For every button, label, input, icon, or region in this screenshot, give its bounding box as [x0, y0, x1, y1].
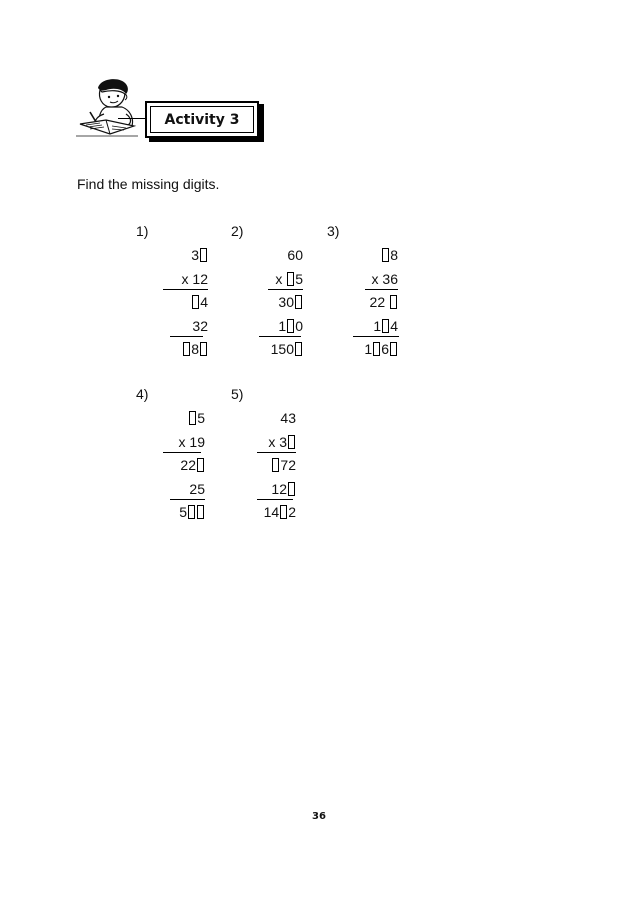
problem-line: x 5	[275, 270, 303, 287]
problem-line: 22	[318, 293, 398, 311]
activity-title: Activity 3	[164, 111, 240, 128]
missing-digit-box[interactable]	[295, 342, 302, 356]
problem-label: 1)	[136, 223, 149, 239]
missing-digit-box[interactable]	[197, 458, 204, 472]
missing-digit-box[interactable]	[390, 342, 397, 356]
missing-digit-box[interactable]	[183, 342, 190, 356]
missing-digit-box[interactable]	[373, 342, 380, 356]
calc-underline	[259, 336, 301, 337]
problem-line: x 3	[216, 433, 296, 451]
problem-line: 43	[280, 410, 296, 426]
calc-underline	[353, 336, 399, 337]
calc-underline	[268, 289, 303, 290]
missing-digit-box[interactable]	[189, 411, 196, 425]
problem-line: 150	[223, 340, 303, 358]
problem-line: 14 2	[263, 504, 296, 520]
problem-line: 8	[318, 246, 398, 264]
missing-digit-box[interactable]	[382, 319, 389, 333]
problem-line: 72	[216, 456, 296, 474]
problem-line: x 12	[181, 270, 208, 287]
calc-underline	[170, 336, 203, 337]
calc-underline	[163, 289, 208, 290]
problem-label: 2)	[231, 223, 244, 239]
problem-line: 8	[128, 340, 208, 358]
problem-line: 32	[192, 317, 208, 334]
missing-digit-box[interactable]	[288, 435, 295, 449]
problem-line: 1 4	[373, 317, 398, 334]
problem-line: x 19	[178, 433, 205, 450]
banner-connector	[118, 118, 145, 119]
calc-underline	[257, 499, 293, 500]
missing-digit-box[interactable]	[280, 505, 287, 519]
problem-label: 5)	[231, 386, 244, 402]
missing-digit-box[interactable]	[197, 505, 204, 519]
problem-line: x 36	[371, 270, 398, 287]
problem-line: 1 0	[278, 317, 303, 334]
missing-digit-box[interactable]	[287, 272, 294, 286]
missing-digit-box[interactable]	[188, 505, 195, 519]
problem-line: 5	[125, 409, 205, 427]
banner-shadow	[259, 104, 264, 142]
missing-digit-box[interactable]	[192, 295, 199, 309]
problem-line: 25	[189, 480, 205, 497]
problem-line: 4	[128, 293, 208, 311]
problem-label: 3)	[327, 223, 340, 239]
problem-line: 60	[287, 247, 303, 263]
missing-digit-box[interactable]	[382, 248, 389, 262]
activity-banner	[145, 101, 259, 138]
problem-line: 30	[223, 293, 303, 311]
calc-underline	[170, 499, 205, 500]
missing-digit-box[interactable]	[390, 295, 397, 309]
problem-line: 12	[216, 480, 296, 498]
problem-line: 3	[128, 246, 208, 264]
problem-line: 22	[125, 456, 205, 474]
missing-digit-box[interactable]	[200, 342, 207, 356]
calc-underline	[257, 452, 296, 453]
problem-line: 1 6	[318, 340, 398, 358]
boy-writing-illustration	[76, 74, 146, 144]
problem-label: 4)	[136, 386, 149, 402]
missing-digit-box[interactable]	[295, 295, 302, 309]
missing-digit-box[interactable]	[287, 319, 294, 333]
missing-digit-box[interactable]	[288, 482, 295, 496]
problem-line: 5	[125, 503, 205, 521]
instruction-text: Find the missing digits.	[77, 176, 220, 192]
missing-digit-box[interactable]	[272, 458, 279, 472]
calc-underline	[163, 452, 201, 453]
calc-underline	[365, 289, 398, 290]
page-number: 36	[312, 811, 326, 822]
missing-digit-box[interactable]	[200, 248, 207, 262]
banner-shadow	[149, 138, 264, 142]
